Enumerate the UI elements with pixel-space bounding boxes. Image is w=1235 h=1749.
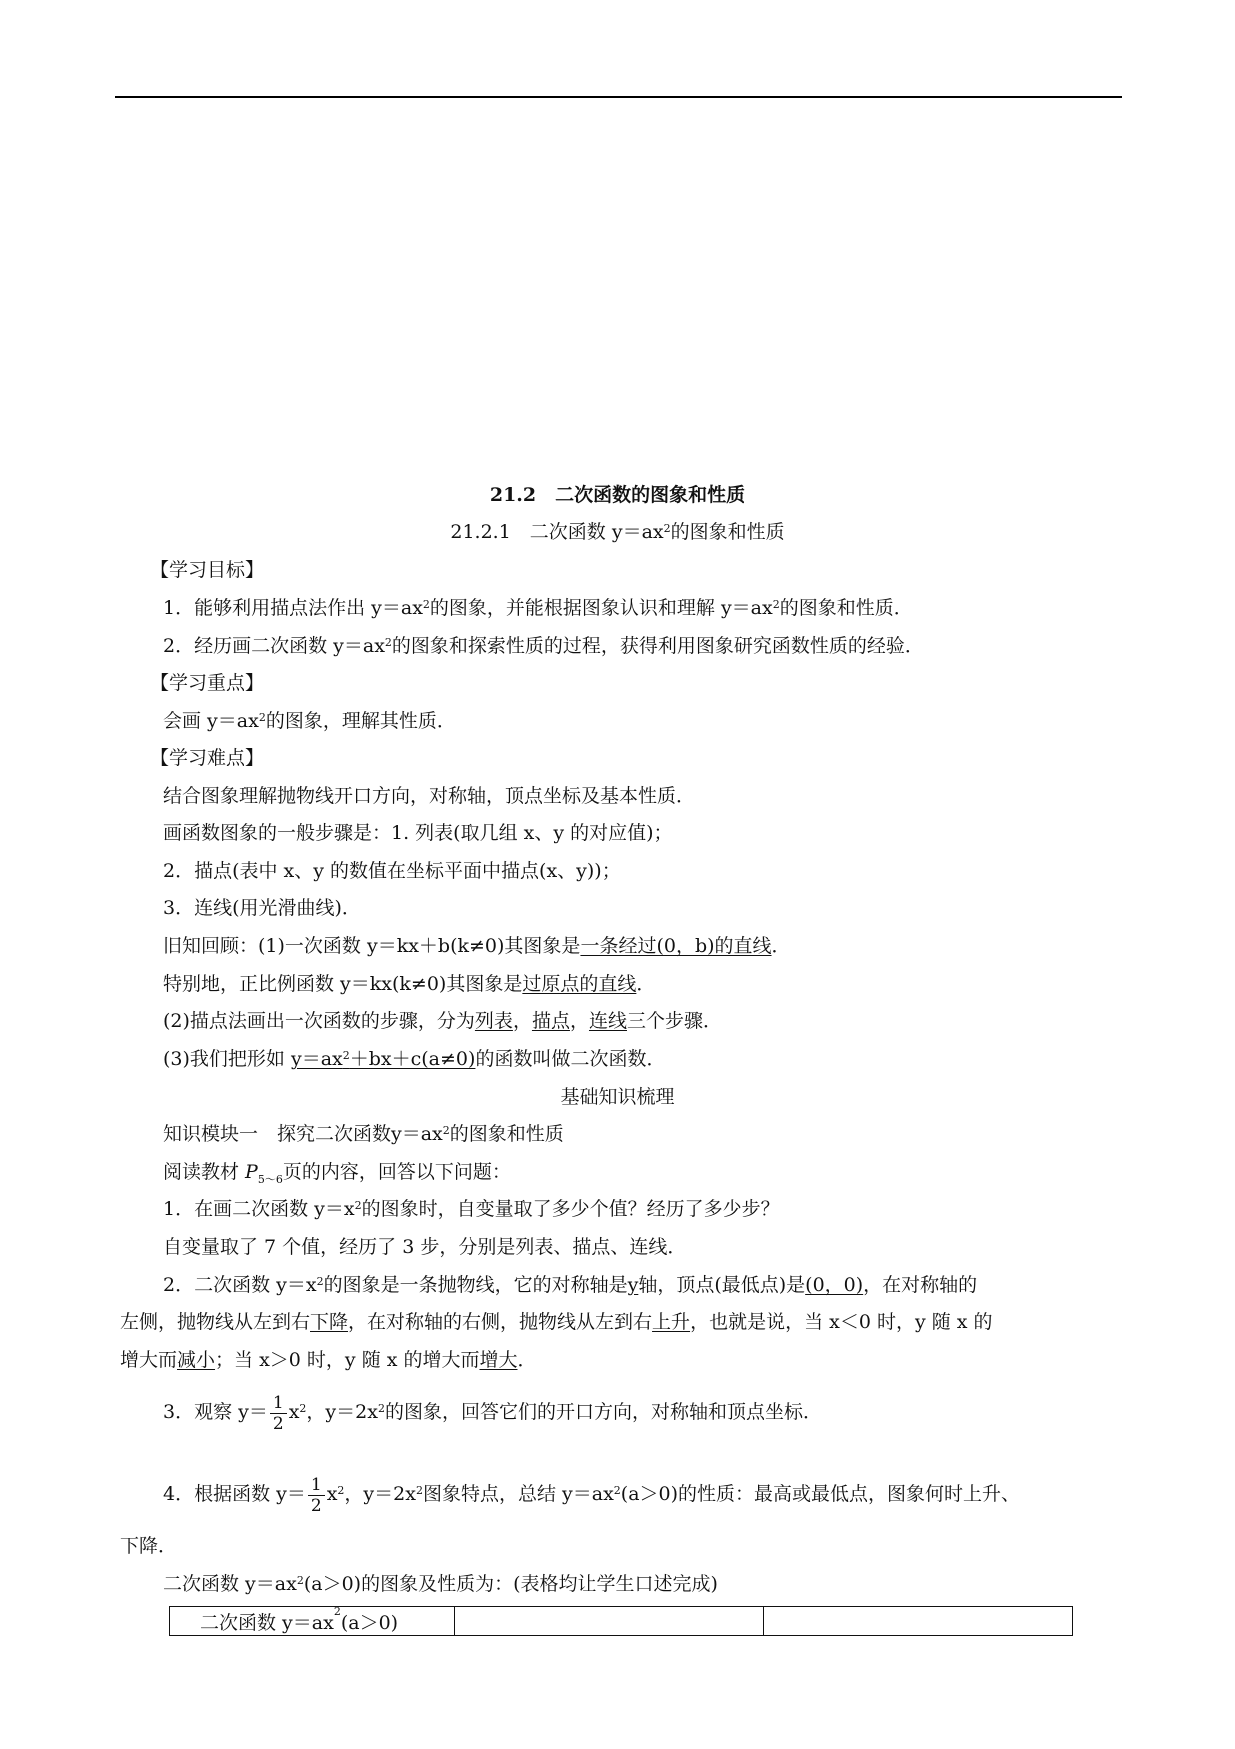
question-3: 3．观察 y＝ $\frac{1}{2}$ $x^2$，$y=2x^2$的图象，回答它们的开口方向，对称轴和顶点坐标．	[163, 1392, 822, 1434]
table-row	[170, 1607, 1073, 1636]
reading-instruction: 阅读教材 $P_{5\sim 6}$页的内容，回答以下问题：	[163, 1161, 511, 1186]
heading-key: 【学习重点】	[150, 672, 265, 694]
review-1: 旧知回顾：(1)一次函数 y＝kx＋b(k≠0)其图象是一条经过(0，b)的直线．	[163, 935, 791, 957]
review-2: 特别地，正比例函数 y＝kx(k≠0)其图象是过原点的直线．	[163, 973, 656, 995]
heading-difficulty: 【学习难点】	[150, 747, 265, 769]
module-title: 知识模块一 探究二次函数$y=ax^2$的图象和性质	[163, 1123, 564, 1145]
question-4-line-2: 下降．	[120, 1535, 178, 1557]
heading-goal: 【学习目标】	[150, 559, 265, 581]
steps-2: 2．描点(表中 x、y 的数值在坐标平面中描点(x、y))；	[163, 860, 621, 882]
question-4-line-1: 4．根据函数 y＝ $\frac{1}{2}$ $x^2$，$y=2x^2$图象特点，总结 $y=ax^2(a>0)$的性质：最高或最低点，图象何时上升、	[163, 1474, 1021, 1516]
subtitle: 21.2.1 二次函数 $y=ax^2$的图象和性质	[450, 521, 785, 543]
question-1: 1．在画二次函数 $y=x^2$的图象时，自变量取了多少个值？经历了多少步？	[163, 1198, 780, 1220]
steps-1: 画函数图象的一般步骤是：1. 列表(取几组 x、y 的对应值)；	[163, 822, 673, 844]
question-2-line-3: 增大而减小；当 x＞0 时，y 随 x 的增大而增大．	[120, 1349, 537, 1371]
goal-1: 1．能够利用描点法作出 $y=ax^2$的图象，并能根据图象认识和理解 $y=ax^2$的图象和性质．	[163, 597, 913, 619]
table-cell-function: 二次函数 $y=ax^2(a>0)$	[170, 1607, 455, 1636]
table-intro: 二次函数 $y=ax^2(a>0)$的图象及性质为：(表格均让学生口述完成)	[163, 1573, 718, 1595]
review-3: (2)描点法画出一次函数的步骤，分为列表，描点，连线三个步骤．	[163, 1010, 723, 1032]
fraction-half: $\frac{1}{2}$	[270, 1393, 287, 1434]
question-2-line-1: 2．二次函数 $y=x^2$的图象是一条抛物线，它的对称轴是y轴，顶点(最低点)是(0，0)，在对称轴的	[163, 1274, 978, 1296]
difficulty: 结合图象理解抛物线开口方向，对称轴，顶点坐标及基本性质．	[163, 785, 696, 807]
header-rule	[115, 96, 1122, 98]
properties-table	[169, 1606, 1073, 1636]
answer-1: 自变量取了 7 个值，经历了 3 步，分别是列表、描点、连线．	[163, 1236, 687, 1258]
table-cell-empty	[455, 1607, 764, 1636]
goal-2: 2．经历画二次函数 $y=ax^2$的图象和探索性质的过程，获得利用图象研究函数性质的经验．	[163, 635, 924, 657]
steps-3: 3．连线(用光滑曲线)．	[163, 897, 361, 919]
table-cell-empty	[764, 1607, 1073, 1636]
fraction-half: $\frac{1}{2}$	[308, 1475, 325, 1516]
section-heading: 基础知识梳理	[560, 1086, 675, 1108]
review-4: (3)我们把形如 $y=ax^2+bx+c(a\ne 0)$的函数叫做二次函数．	[163, 1048, 666, 1070]
question-2-line-2: 左侧，抛物线从左到右下降，在对称轴的右侧，抛物线从左到右上升，也就是说，当 x＜0 时，y 随 x 的	[120, 1311, 993, 1333]
key-point: 会画 $y=ax^2$的图象，理解其性质．	[163, 710, 456, 732]
page-title: 21.2 二次函数的图象和性质	[489, 484, 746, 506]
